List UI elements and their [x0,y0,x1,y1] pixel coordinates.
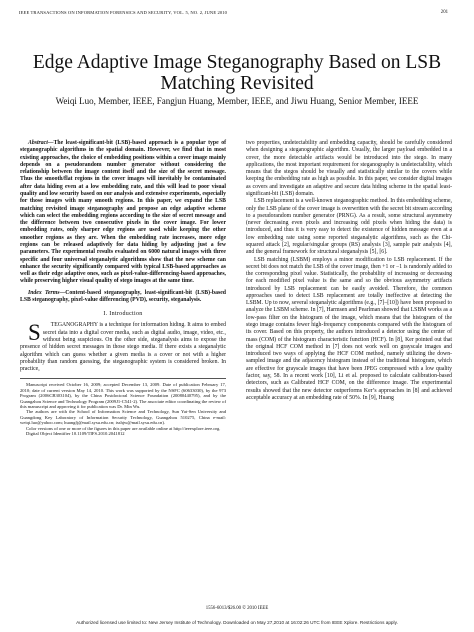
page-number: 201 [440,10,448,15]
index-terms-label: Index Terms— [28,289,66,296]
footnote-doi: Digital Object Identifier 10.1109/TIFS.2010.2041812 [26,431,125,437]
right-column [246,140,452,402]
index-terms [20,290,226,305]
drop-cap: S [28,320,41,346]
abstract-label: Abstract— [28,140,54,146]
paper-title: Edge Adaptive Image Steganography Based on LSB Matching Revisited [32,52,442,94]
body-paragraph: two properties, undetectability and embedding capacity, should be carefully considered when designing a steganographic algorithm. Usually, the larger payload embedded in a cover, the more detectable artifacts would be introduced into the stego. In many applications, the most important requirement for steganography is undetectability, which means that the stegos should be visually and statistically similar to the covers while keeping the embedding rate as high as possible. In this paper, we consider digital images as covers and investigate an adaptive and secure data hiding scheme in the spatial least-significant-bit (LSB) domain. [246,140,452,197]
intro-text: is a technique for information hiding. It aims to embed secret data into a digital cover media, such as digital audio, image, video, etc., without being suspicious. On the other side, steganalysis aims to expose the presence of hidden secret messages in those stego media. If there exists a steganalytic algorithm which can guess whether a given media is a cover or not with a higher probability than random guessing, the steganographic system is considered broken. In practice, [20,322,226,373]
left-column [20,140,226,437]
footnote-manuscript: Manuscript received October 16, 2009; accepted December 13, 2009. Date of publication February 17, 2010; date of current version May 14, 2010. This work was supported by the NSFC (60633030), by the 973 Program (2006CB303104), by the China Postdoctoral Science Foundation (20080440795), and by the Guangzhou Science and Technology Program (2009J1-C541-2). The associate editor coordinating the review of this manuscript and approving it for publication was Dr. Min Wu. [20,382,226,410]
body-paragraph: LSB matching (LSBM) employs a minor modification to LSB replacement. If the secret bit does not match the LSB of the cover image, then +1 or −1 is randomly added to the corresponding pixel value. Statistically, the probability of increasing or decreasing for each modified pixel value is the same and so the obvious asymmetry artifacts introduced by LSB replacement can be easily avoided. Therefore, the common approaches used to detect LSB replacement are totally ineffective at detecting the LSBM. Up to now, several steganalytic algorithms (e.g., [7]–[10]) have been proposed to analyze the LSBM scheme. In [7], Harmsen and Pearlman showed that LSBM works as a low-pass filter on the histogram of the image, which means that the histogram of the stego image contains fewer high-frequency components compared with the histogram of its cover. Based on this property, the authors introduced a detector using the center of mass (COM) of the histogram characteristic function (HCF). In [8], Ker pointed out that the original HCF COM method in [7] does not work well on grayscale images and introduced two ways of applying the HCF COM method, namely utilizing the down-sampled image and the adjacency histogram instead of the traditional histogram, which are effective for grayscale images that have been JPEG compressed with a low quality factor, say, 58. In a recent work [10], Li et al. proposed to calculate calibration-based detectors, such as Calibrated HCF COM, on the difference image. The experimental results showed that the new detector outperforms Ker’s approaches in [8] and achieved acceptable accuracy at an embedding rate of 50%. In [9], Huang [246,256,452,401]
footnotes [20,378,226,436]
introduction-paragraph [20,322,226,373]
license-notice: Authorized licensed use limited to: New Jersey Institute of Technology. Downloaded on May 27,2010 at 16:02:26 UTC from IEEE Xplore. Restrictions apply. [76,620,398,625]
author-list: Weiqi Luo, Member, IEEE, Fangjun Huang, Member, IEEE, and Jiwu Huang, Senior Member, IEEE [55,96,419,106]
index-terms-text: Content-based steganography, least-significant-bit (LSB)-based LSB steganography, pixel-value differencing (PVD), security, steganalysis. [20,289,226,303]
intro-lead: TEGANOGRAPHY [50,322,98,329]
running-header: IEEE TRANSACTIONS ON INFORMATION FORENSICS AND SECURITY, VOL. 5, NO. 2, JUNE 2010 [19,10,228,15]
abstract [20,140,226,286]
footnote-color-versions: Color versions of one or more of the figures in this paper are available online at http://ieeexplore.ieee.org. [26,425,221,431]
abstract-text: The least-significant-bit (LSB)-based approach is a popular type of steganographic algorithms in the spatial domain. However, we find that in most existing approaches, the choice of embedding positions within a cover image mainly depends on a pseudorandom number generator without considering the relationship between the image content itself and the size of the secret message. Thus the smooth/flat regions in the cover images will inevitably be contaminated after data hiding even at a low embedding rate, and this will lead to poor visual quality and low security based on our analysis and extensive experiments, especially for those images with many smooth regions. In this paper, we expand the LSB matching revisited image steganography and propose an edge adaptive scheme which can select the embedding regions according to the size of secret message and the difference between two consecutive pixels in the cover image. For lower embedding rates, only sharper edge regions are used while keeping the other smoother regions as they are. When the embedding rate increases, more edge regions can be released adaptively for data hiding by adjusting just a few parameters. The experimental results evaluated on 6000 natural images with three specific and four universal steganalytic algorithms show that the new scheme can enhance the security significantly compared with typical LSB-based approaches as well as their edge adaptive ones, such as pixel-value-differencing-based approaches, while preserving higher visual quality of stego images at the same time. [20,140,226,285]
body-paragraph: LSB replacement is a well-known steganographic method. In this embedding scheme, only the LSB plane of the cover image is overwritten with the secret bit stream according to a pseudorandom number generator (PRNG). As a result, some structural asymmetry (never decreasing even pixels and increasing odd pixels when hiding the data) is introduced, and thus it is very easy to detect the existence of hidden message even at a low embedding rate using some reported steganalytic algorithms, such as the Chi-squared attack [2], regular/singular groups (RS) analysis [3], sample pair analysis [4], and the general framework for structural steganalysis [5], [6]. [246,198,452,256]
copyright-line: 1556-6013/$26.00 © 2010 IEEE [205,606,269,611]
section-heading-introduction: I. Introduction [103,311,143,318]
footnote-affiliation: The authors are with the School of Information Science and Technology, Sun Yat-Sen University and Guangdong Key Laboratory of Information Security Technology, Guangzhou 510275, China e-mail: weiqi.luo@yahoo.com; huangfj@mail.sysu.edu.cn; isshjw@mail.sysu.edu.cn). [20,409,226,426]
